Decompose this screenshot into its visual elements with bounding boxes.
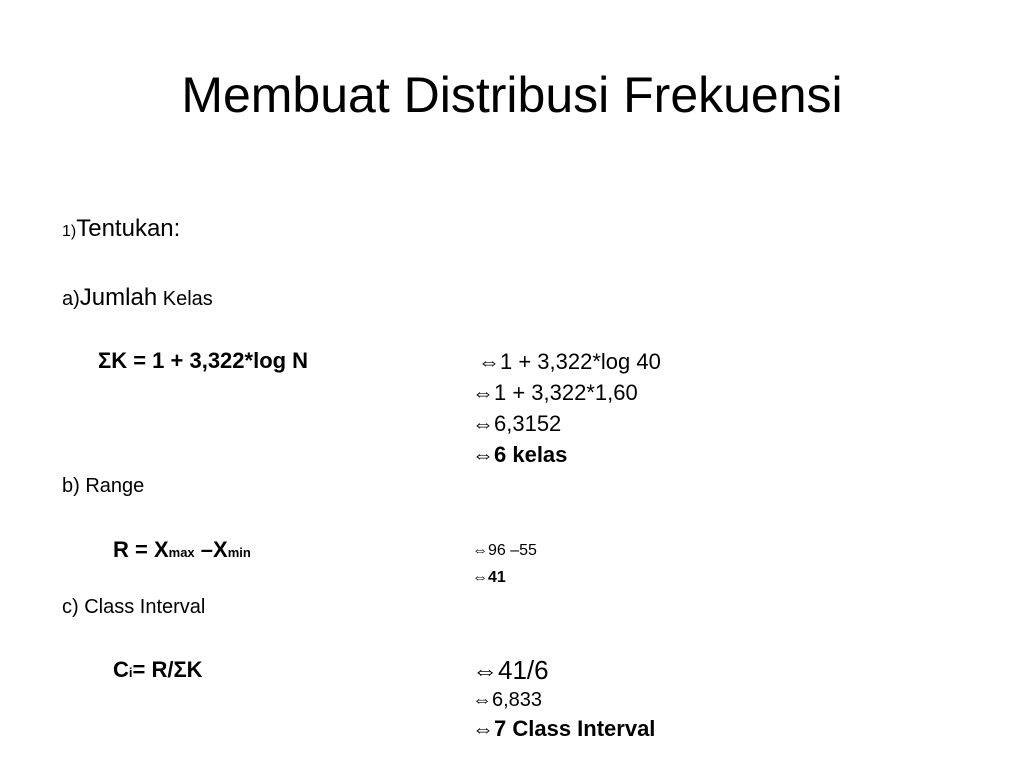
range-step-1: ⇔96 –55 [472,542,537,559]
jumlah-kelas-step-1: ⇔1 + 3,322*log 40 [478,349,661,374]
jumlah-kelas-word1: Jumlah [79,284,158,311]
result-arrow: ⇔ [472,442,494,467]
range-result-value: 41 [488,569,506,586]
jumlah-kelas-step-2: ⇔1 + 3,322*1,60 [472,380,638,405]
jumlah-kelas-step-3: ⇔6,3152 [472,411,562,436]
step-heading [62,217,180,241]
slide-title: Membuat Distribusi Frekuensi [181,67,843,123]
jumlah-kelas-word2: Kelas [157,288,213,310]
class-interval-result-value: 7 Class Interval [494,716,656,741]
class-interval-step-1: ⇔41/6 [472,655,549,685]
jumlah-kelas-heading [62,286,213,310]
jumlah-kelas-formula: ΣK = 1 + 3,322*log N [98,348,309,373]
range-formula [113,539,251,561]
class-interval-heading: c) Class Interval [62,596,206,618]
step-label: Tentukan: [76,215,181,242]
class-interval-formula-rest: = R/ΣK [132,657,203,682]
class-interval-step-2: ⇔6,833 [472,689,543,711]
class-interval-formula-i: i [128,665,133,680]
class-interval-result [472,718,655,740]
range-formula-max: max [168,545,195,560]
range-result [472,570,506,586]
range-formula-r: R = X [113,537,169,562]
result-arrow: ⇔ [472,569,488,586]
jumlah-kelas-result [472,444,567,466]
result-arrow: ⇔ [472,716,494,741]
range-heading: b) Range [62,475,145,497]
class-interval-formula-c: C [113,657,129,682]
step-number: 1) [62,223,77,240]
range-formula-dash: –X [194,537,228,562]
range-formula-min: min [227,545,251,560]
jumlah-kelas-result-value: 6 kelas [494,442,568,467]
jumlah-kelas-prefix: a) [62,288,80,310]
class-interval-formula [113,659,203,681]
